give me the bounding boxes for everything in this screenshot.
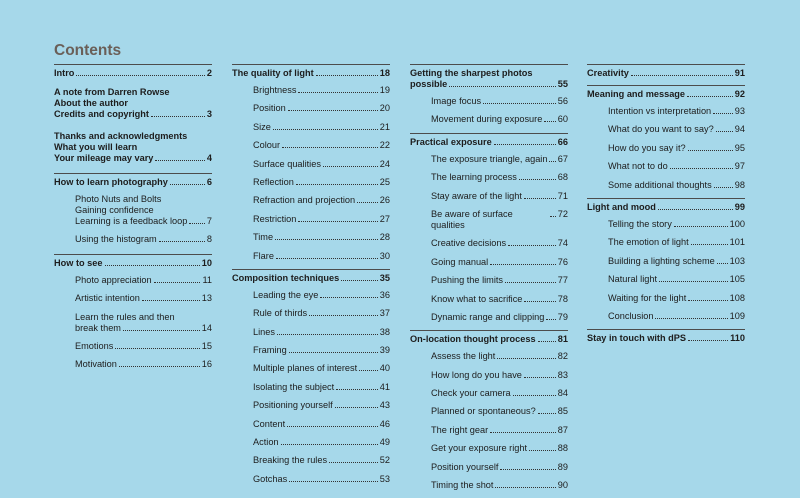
entry-label: break them (75, 322, 121, 333)
toc-entry[interactable] (587, 274, 745, 285)
dot-leader (287, 426, 378, 427)
entry-label: Building a lighting scheme (608, 255, 715, 266)
entry-page: 52 (379, 455, 390, 466)
entry-label: Be aware of surface qualities (431, 208, 513, 230)
entry-label: Going manual (431, 256, 489, 267)
dot-leader (309, 315, 378, 316)
entry-page: 83 (557, 369, 568, 380)
entry-label: Breaking the rules (253, 455, 328, 466)
toc-column-1 (54, 64, 212, 378)
entry-page: 53 (379, 473, 390, 484)
dot-leader (550, 216, 556, 217)
entry-page: 88 (557, 443, 568, 454)
toc-entry[interactable] (587, 143, 745, 154)
entry-label: Stay in touch with dPS (587, 333, 687, 344)
entry-page: 2 (206, 68, 212, 78)
dot-leader (357, 202, 378, 203)
toc-entry-sharp[interactable] (410, 68, 568, 90)
toc-entry[interactable] (410, 480, 568, 491)
entry-label: On-location thought process (410, 334, 536, 345)
dot-leader (549, 161, 555, 162)
entry-page: 4 (206, 153, 212, 163)
dot-leader (359, 370, 378, 371)
entry-page: 109 (729, 310, 745, 321)
toc-entry-intro[interactable] (54, 68, 212, 82)
toc-entry-learn[interactable] (54, 177, 212, 194)
dot-leader (329, 462, 378, 463)
entry-page: 46 (379, 418, 390, 429)
entry-label: Isolating the subject (253, 381, 335, 392)
dot-leader (281, 444, 378, 445)
dot-leader (490, 432, 556, 433)
entry-page: 35 (379, 272, 390, 283)
toc-entry[interactable] (410, 154, 568, 165)
entry-label: Action (253, 437, 279, 448)
dot-leader (289, 352, 378, 353)
toc-entry[interactable] (232, 177, 390, 188)
entry-label: Composition techniques (232, 272, 340, 283)
entry-label: Image focus (431, 96, 482, 106)
entry-label: Learning is a feedback loop (75, 216, 188, 226)
dot-leader (497, 358, 555, 359)
dot-leader (320, 297, 377, 298)
dot-leader (335, 407, 378, 408)
entry-label: What do you want to say? (608, 124, 714, 135)
entry-label: Movement during exposure (431, 114, 543, 125)
toc-entry[interactable] (410, 172, 568, 183)
dot-leader (688, 300, 727, 301)
toc-entry-see[interactable] (54, 258, 212, 275)
entry-label: Emotions (75, 340, 114, 351)
entry-label: Check your camera (431, 388, 511, 399)
entry-page: 30 (379, 250, 390, 261)
toc-entry[interactable] (410, 275, 568, 286)
dot-leader (495, 487, 555, 488)
entry-label: Some additional thoughts (608, 179, 712, 190)
entry-label: The learning process (431, 172, 517, 183)
entry-page: 81 (557, 334, 568, 345)
entry-page: 8 (206, 234, 212, 244)
entry-page: 105 (729, 274, 745, 285)
entry-label: Photo appreciation (75, 275, 152, 285)
entry-page: 82 (557, 351, 568, 362)
toc-entry[interactable] (54, 275, 212, 286)
dot-leader (524, 301, 555, 302)
entry-label: Rule of thirds (253, 308, 308, 319)
entry-label: Framing (253, 345, 287, 356)
toc-entry[interactable] (232, 122, 390, 133)
dot-leader (500, 469, 555, 470)
entry-label: Natural light (608, 274, 658, 285)
entry-label: Position (253, 103, 286, 114)
entry-label: How long do you have (431, 369, 522, 380)
toc-entry[interactable] (232, 400, 390, 411)
entry-label: Telling the story (608, 218, 672, 229)
entry-label: Gaining confidence (75, 205, 154, 215)
entry-label: Waiting for the light (608, 292, 687, 303)
entry-label: The exposure triangle, again (431, 153, 548, 164)
entry-label: Credits and copyright (54, 109, 149, 119)
entry-page: 13 (201, 293, 212, 304)
entry-page: 103 (729, 255, 745, 266)
entry-page: 55 (557, 79, 568, 89)
dot-leader (713, 113, 733, 114)
toc-entry-composition[interactable] (232, 273, 390, 290)
entry-page: 21 (379, 121, 390, 132)
toc-entry-histogram[interactable] (54, 234, 212, 245)
entry-page: 3 (206, 109, 212, 119)
entry-label: How do you say it? (608, 142, 686, 153)
entry-page: 68 (557, 172, 568, 183)
entry-page: 27 (379, 213, 390, 224)
toc-entry[interactable] (232, 382, 390, 393)
entry-label: Photo Nuts and Bolts (75, 194, 162, 204)
entry-page: 66 (557, 136, 568, 147)
toc-entry[interactable] (232, 140, 390, 151)
entry-label: Restriction (253, 213, 297, 224)
entry-label: Surface qualities (253, 158, 321, 169)
entry-page: 24 (379, 158, 390, 169)
entry-label: Time (253, 232, 274, 243)
entry-label: How to see (54, 258, 103, 268)
dot-leader (275, 239, 378, 240)
toc-entry[interactable] (410, 370, 568, 381)
entry-page: 36 (379, 289, 390, 300)
dot-leader (296, 184, 378, 185)
entry-label: Creativity (587, 68, 629, 78)
entry-page: 99 (734, 201, 745, 212)
entry-label: Pushing the limits (431, 275, 504, 286)
toc-entry[interactable] (232, 345, 390, 356)
toc-entry[interactable] (587, 180, 745, 191)
entry-label: Thanks and acknowledgments (54, 131, 188, 141)
entry-label: What not to do (608, 161, 668, 172)
dot-leader (659, 281, 728, 282)
dot-leader (716, 131, 733, 132)
toc-entry[interactable] (232, 214, 390, 225)
entry-label: possible (410, 79, 448, 89)
entry-label: Assess the light (431, 351, 496, 362)
toc-entry[interactable] (410, 312, 568, 323)
toc-entry[interactable] (587, 293, 745, 304)
entry-page: 94 (734, 124, 745, 135)
entry-page: 100 (729, 218, 745, 229)
entry-page: 22 (379, 140, 390, 151)
entry-page: 108 (729, 292, 745, 303)
entry-page: 14 (201, 322, 212, 333)
entry-page: 7 (206, 216, 212, 226)
entry-label: Stay aware of the light (431, 190, 522, 201)
toc-entry[interactable] (410, 388, 568, 399)
entry-page: 60 (557, 114, 568, 125)
dot-leader (273, 129, 378, 130)
dot-leader (298, 92, 377, 93)
toc-entry[interactable] (232, 103, 390, 114)
entry-label: Leading the eye (253, 289, 319, 300)
entry-page: 71 (557, 190, 568, 201)
entry-label: Planned or spontaneous? (431, 406, 536, 417)
entry-label: Content (253, 418, 286, 429)
entry-page: 72 (557, 208, 568, 219)
entry-page: 91 (734, 68, 745, 78)
toc-entry[interactable] (232, 419, 390, 430)
toc-entry[interactable] (410, 257, 568, 268)
toc-entry[interactable] (54, 359, 212, 370)
entry-page: 26 (379, 195, 390, 206)
entry-page: 25 (379, 176, 390, 187)
entry-page: 110 (730, 333, 745, 344)
toc-entry-rules[interactable] (54, 312, 212, 334)
dot-leader (288, 110, 378, 111)
toc-entry-practical[interactable] (410, 137, 568, 154)
entry-page: 18 (379, 68, 390, 78)
toc-entry[interactable] (54, 341, 212, 352)
dot-leader (688, 150, 733, 151)
entry-label: Getting the sharpest photos (410, 68, 533, 78)
toc-entry[interactable] (232, 251, 390, 262)
entry-label: Lines (253, 326, 275, 337)
entry-page: 19 (379, 85, 390, 95)
dot-leader (546, 319, 555, 320)
entry-label: A note from Darren Rowse (54, 87, 170, 97)
entry-label: Get your exposure right (431, 443, 528, 454)
toc-entry-mood[interactable] (587, 202, 745, 219)
entry-page: 93 (734, 106, 745, 116)
entry-label: Reflection (253, 176, 294, 187)
toc-entry[interactable] (232, 85, 390, 96)
toc-entry[interactable] (410, 406, 568, 417)
toc-entry[interactable] (54, 293, 212, 304)
entry-page: 90 (557, 480, 568, 491)
dot-leader (483, 103, 556, 104)
toc-entry[interactable] (587, 106, 745, 117)
entry-page: 85 (557, 406, 568, 417)
entry-page: 11 (202, 275, 212, 285)
entry-page: 49 (379, 437, 390, 448)
toc-entry-note[interactable] (54, 87, 212, 120)
entry-label: Position yourself (431, 461, 499, 472)
entry-label: Meaning and message (587, 89, 686, 99)
dot-leader (524, 198, 556, 199)
entry-page: 84 (557, 388, 568, 399)
toc-entry[interactable] (232, 195, 390, 206)
toc-entry[interactable] (232, 159, 390, 170)
entry-page: 78 (557, 293, 568, 304)
dot-leader (298, 221, 377, 222)
toc-entry[interactable] (587, 124, 745, 135)
entry-label: Motivation (75, 359, 117, 370)
dot-leader (670, 168, 733, 169)
dot-leader (544, 121, 555, 122)
dot-leader (674, 226, 728, 227)
dot-leader (717, 263, 728, 264)
entry-label: The emotion of light (608, 237, 689, 248)
toc-entry[interactable] (587, 311, 745, 322)
dot-leader (508, 245, 556, 246)
entry-page: 16 (201, 359, 212, 370)
entry-label: Learn the rules and then (75, 311, 175, 322)
entry-page: 76 (557, 256, 568, 267)
entry-label: About the author (54, 98, 128, 108)
toc-column-4 (587, 64, 745, 350)
entry-page: 38 (379, 326, 390, 337)
entry-page: 41 (379, 381, 390, 392)
entry-page: 95 (734, 142, 745, 153)
entry-label: Positioning yourself (253, 400, 333, 411)
entry-label: What you will learn (54, 142, 138, 152)
toc-entry[interactable] (232, 474, 390, 485)
entry-label: Timing the shot (431, 480, 494, 491)
entry-label: Brightness (253, 85, 297, 95)
entry-page: 74 (557, 238, 568, 249)
entry-page: 37 (379, 308, 390, 319)
entry-label: Size (253, 121, 271, 132)
entry-page: 10 (201, 258, 212, 268)
toc-entry[interactable] (410, 443, 568, 454)
entry-label: Refraction and projection (253, 195, 356, 206)
toc-entry[interactable] (232, 232, 390, 243)
dot-leader (524, 377, 556, 378)
dot-leader (691, 244, 728, 245)
toc-entry[interactable] (232, 290, 390, 301)
entry-page: 28 (379, 232, 390, 243)
toc-entry[interactable] (410, 294, 568, 305)
dot-leader (505, 282, 556, 283)
dot-leader (289, 481, 378, 482)
toc-entry[interactable] (232, 327, 390, 338)
entry-label: Practical exposure (410, 136, 492, 147)
entry-label: Flare (253, 250, 274, 261)
entry-page: 92 (734, 89, 745, 99)
entry-page: 89 (557, 461, 568, 472)
toc-entry[interactable] (410, 351, 568, 362)
toc-entry[interactable] (587, 161, 745, 172)
toc-column-2 (232, 64, 390, 492)
toc-entry-stay[interactable] (587, 333, 745, 350)
toc-entry[interactable] (232, 437, 390, 448)
page-title: Contents (54, 42, 122, 59)
toc-entry[interactable] (587, 237, 745, 248)
dot-leader (655, 318, 727, 319)
entry-label: The quality of light (232, 68, 314, 78)
entry-label: Multiple planes of interest (253, 363, 358, 374)
toc-entry-learn-sub[interactable] (54, 194, 212, 227)
entry-page: 56 (557, 96, 568, 106)
toc-entry[interactable] (587, 219, 745, 230)
toc-entry-onlocation[interactable] (410, 334, 568, 351)
toc-entry[interactable] (232, 308, 390, 319)
entry-page: 20 (379, 103, 390, 114)
entry-label: Colour (253, 140, 281, 151)
dot-leader (323, 166, 378, 167)
entry-page: 101 (729, 237, 745, 248)
toc-entry[interactable] (410, 425, 568, 436)
entry-label: Know what to sacrifice (431, 293, 523, 304)
entry-label: Gotchas (253, 473, 288, 484)
toc-entry[interactable] (410, 209, 568, 231)
entry-page: 97 (734, 161, 745, 172)
entry-label: Creative decisions (431, 238, 507, 249)
entry-label: The right gear (431, 424, 489, 435)
toc-entry[interactable] (232, 363, 390, 374)
entry-label: How to learn photography (54, 177, 168, 187)
entry-page: 77 (557, 275, 568, 286)
entry-label: Intro (54, 68, 75, 78)
entry-page: 79 (557, 311, 568, 322)
toc-entry[interactable] (410, 462, 568, 473)
entry-label: Dynamic range and clipping (431, 311, 545, 322)
entry-label: Intention vs interpretation (608, 106, 712, 116)
dot-leader (513, 395, 556, 396)
entry-page: 39 (379, 345, 390, 356)
dot-leader (538, 413, 556, 414)
entry-page: 6 (206, 177, 212, 187)
toc-entry-thanks[interactable] (54, 131, 212, 164)
entry-page: 40 (379, 363, 390, 374)
toc-entry-meaning[interactable] (587, 89, 745, 106)
toc-entry[interactable] (410, 238, 568, 249)
entry-page: 98 (734, 179, 745, 190)
entry-label: Artistic intention (75, 293, 140, 304)
toc-entry[interactable] (410, 114, 568, 125)
toc-column-3 (410, 64, 568, 498)
toc-entry[interactable] (410, 191, 568, 202)
toc-entry[interactable] (410, 96, 568, 107)
dot-leader (282, 147, 378, 148)
entry-label: Light and mood (587, 201, 656, 212)
entry-label: Using the histogram (75, 234, 157, 244)
entry-page: 67 (557, 153, 568, 164)
toc-entry-light[interactable] (232, 68, 390, 85)
entry-label: Conclusion (608, 310, 654, 321)
dot-leader (277, 334, 378, 335)
dot-leader (714, 187, 733, 188)
toc-entry[interactable] (587, 256, 745, 267)
entry-page: 15 (201, 340, 212, 351)
dot-leader (490, 264, 556, 265)
dot-leader (276, 258, 378, 259)
entry-page: 43 (379, 400, 390, 411)
dot-leader (519, 179, 556, 180)
entry-label: Your mileage may vary (54, 153, 154, 163)
dot-leader (529, 450, 556, 451)
entry-page: 87 (557, 424, 568, 435)
toc-entry-creativity[interactable] (587, 68, 745, 85)
dot-leader (336, 389, 378, 390)
toc-entry[interactable] (232, 455, 390, 466)
